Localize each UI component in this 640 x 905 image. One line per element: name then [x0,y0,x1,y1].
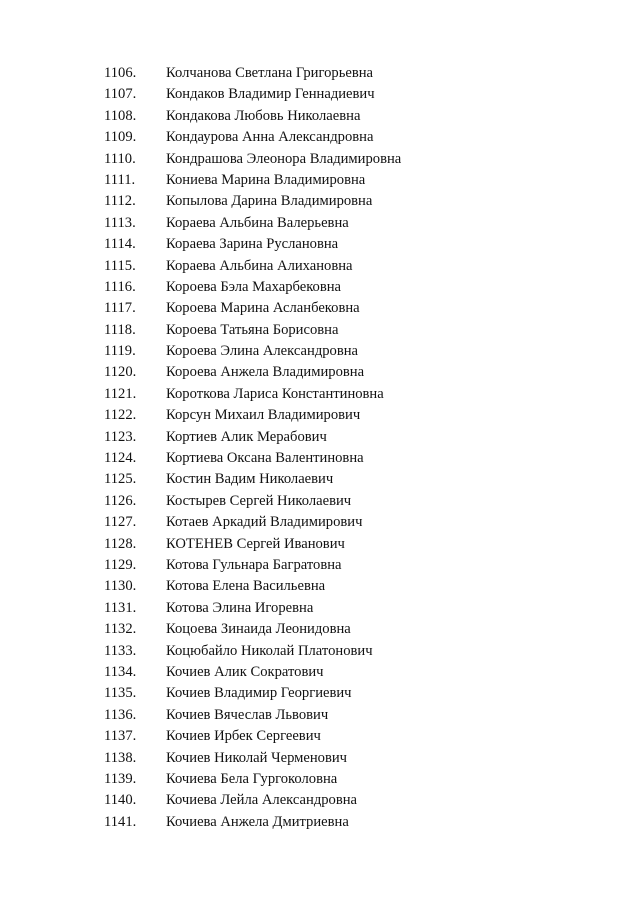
entry-number: 1139. [104,770,137,787]
entry-number: 1112. [104,193,136,210]
entry-name: Кораева Альбина Валерьевна [166,214,349,231]
list-item [96,512,401,533]
list-item [96,790,401,811]
list-item [96,384,401,405]
entry-number: 1116. [104,278,136,295]
entry-name: Коцоева Зинаида Леонидовна [166,621,351,638]
entry-number: 1108. [104,107,137,124]
list-item [96,362,401,383]
entry-name: Кочиева Анжела Дмитриевна [166,813,349,830]
list-item [96,641,401,662]
list-item [96,534,401,555]
list-item [96,726,401,747]
list-item [96,213,401,234]
entry-name: Костин Вадим Николаевич [166,471,334,488]
entry-number: 1124. [104,450,137,467]
entry-name: Кониева Марина Владимировна [166,171,366,188]
list-item [96,748,401,769]
entry-name: Кочиев Владимир Георгиевич [166,685,352,702]
entry-name: Кочиева Лейла Александровна [166,792,358,809]
entry-name: Короева Татьяна Борисовна [166,321,339,338]
list-item [96,320,401,341]
entry-number: 1126. [104,492,137,509]
list-item [96,576,401,597]
entry-name: Кондаурова Анна Александровна [166,129,374,146]
entry-number: 1120. [104,364,137,381]
entry-number: 1109. [104,129,137,146]
entry-name: Короткова Лариса Константиновна [166,385,384,402]
entry-number: 1107. [104,86,137,103]
list-item [96,106,401,127]
entry-name: Кораева Альбина Алихановна [166,257,353,274]
entry-number: 1133. [104,642,137,659]
entry-number: 1135. [104,685,137,702]
entry-number: 1123. [104,428,137,445]
list-item [96,469,401,490]
list-item [96,256,401,277]
list-item [96,405,401,426]
name-list [96,63,401,833]
list-item [96,277,401,298]
entry-number: 1141. [104,813,137,830]
entry-number: 1130. [104,578,137,595]
list-item [96,191,401,212]
list-item [96,127,401,148]
entry-number: 1113. [104,214,136,231]
entry-name: Костырев Сергей Николаевич [166,492,352,509]
entry-number: 1118. [104,321,136,338]
entry-name: Кочиев Вячеслав Львович [166,706,329,723]
entry-number: 1117. [104,300,136,317]
entry-number: 1134. [104,663,137,680]
entry-name: Короева Марина Асланбековна [166,300,360,317]
entry-number: 1131. [104,599,137,616]
entry-number: 1121. [104,385,137,402]
list-item [96,683,401,704]
entry-number: 1122. [104,407,137,424]
list-item [96,170,401,191]
entry-number: 1129. [104,556,137,573]
entry-name: Кондаков Владимир Геннадиевич [166,86,375,103]
list-item [96,427,401,448]
entry-number: 1110. [104,150,136,167]
entry-name: Кортиева Оксана Валентиновна [166,450,364,467]
entry-name: Котова Элина Игоревна [166,599,314,616]
entry-name: Котаев Аркадий Владимирович [166,514,363,531]
entry-name: Колчанова Светлана Григорьевна [166,65,374,81]
list-item [96,619,401,640]
list-item [96,84,401,105]
entry-name: Кондрашова Элеонора Владимировна [166,150,402,167]
entry-name: Корсун Михаил Владимирович [166,407,361,424]
list-item [96,812,401,833]
entry-number: 1138. [104,749,137,766]
entry-number: 1128. [104,535,137,552]
entry-name: Коцюбайло Николай Платонович [166,642,373,659]
entry-number: 1106. [104,65,137,81]
entry-number: 1127. [104,514,137,531]
entry-name: Копылова Дарина Владимировна [166,193,373,210]
entry-name: Короева Элина Александровна [166,343,359,360]
list-item [96,298,401,319]
entry-number: 1125. [104,471,137,488]
entry-name: Короева Бэла Махарбековна [166,278,342,295]
entry-number: 1140. [104,792,137,809]
list-item [96,63,401,84]
entry-number: 1137. [104,728,137,745]
entry-name: Кочиев Ирбек Сергеевич [166,728,321,745]
entry-number: 1111. [104,171,136,188]
list-item [96,662,401,683]
entry-name: Кортиев Алик Мерабович [166,428,327,445]
entry-name: Котова Гульнара Багратовна [166,556,342,573]
list-item [96,448,401,469]
entry-name: Кочиев Алик Сократович [166,663,324,680]
entry-name: Кочиев Николай Черменович [166,749,348,766]
list-item [96,705,401,726]
list-item [96,341,401,362]
entry-number: 1136. [104,706,137,723]
entry-name: Короева Анжела Владимировна [166,364,365,381]
entry-name: Кондакова Любовь Николаевна [166,107,361,124]
list-item [96,491,401,512]
entry-name: КОТЕНЕВ Сергей Иванович [166,535,345,552]
entry-number: 1119. [104,343,136,360]
list-item [96,555,401,576]
entry-name: Кораева Зарина Руслановна [166,236,339,253]
list-item [96,234,401,255]
entry-name: Котова Елена Васильевна [166,578,326,595]
list-item [96,598,401,619]
list-item [96,149,401,170]
list-item [96,769,401,790]
entry-number: 1132. [104,621,137,638]
entry-number: 1115. [104,257,136,274]
entry-number: 1114. [104,236,136,253]
entry-name: Кочиева Бела Гургоколовна [166,770,338,787]
